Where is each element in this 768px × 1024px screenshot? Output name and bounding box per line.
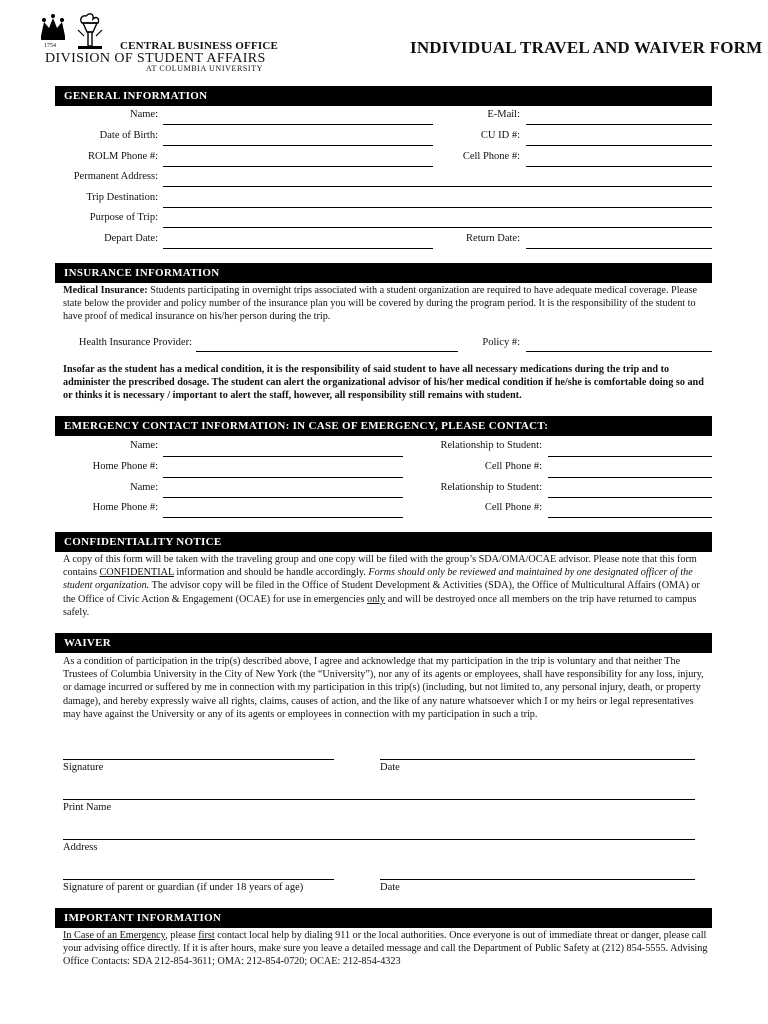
org-office: CENTRAL BUSINESS OFFICE xyxy=(120,40,279,52)
confidentiality-text: A copy of this form will be taken with the traveling group and one copy will be filed with the group’s SDA/OMA/OCAE advisor. Please note that this form contains CONFIDENTIAL information and should be handle accordingly. Forms should only be reviewed and maintained by one designated officer of the student organization. The advisor copy will be filed in the Office of Student Development & Activities (SDA), the Office of Multicultural Affairs (OMA) or the Office of Civic Action & Engagement (OCAE) for use in emergencies only and will be destroyed once all members on the trip have returned to campus safely. xyxy=(63,554,700,618)
name-label: Name: xyxy=(130,109,158,120)
cell-phone-label-2: Cell Phone #: xyxy=(484,502,542,513)
section-important-heading: IMPORTANT INFORMATION xyxy=(55,908,712,928)
signature-address-field[interactable] xyxy=(63,839,695,840)
home-phone-field-1[interactable] xyxy=(163,477,403,478)
date-label: Date xyxy=(380,762,400,773)
guardian-date-label: Date xyxy=(380,882,400,893)
section-emergency-heading: EMERGENCY CONTACT INFORMATION: IN CASE OF EMERGENCY, PLEASE CONTACT: xyxy=(55,416,712,436)
columbia-crown-torch-logo xyxy=(38,10,116,56)
guardian-date-field[interactable] xyxy=(380,879,695,880)
medical-insurance-text: Medical Insurance: Students participating in overnight trips associated with a student organization are required to have adequate medical coverage. Please state below the provider and policy number of the insurance plan you will be covered by during the program period. It is the responsibility of the student to have proof of medical insurance on his/her person during the trip. xyxy=(63,285,698,323)
relationship-label-2: Relationship to Student: xyxy=(440,482,542,493)
home-phone-field-2[interactable] xyxy=(163,517,403,518)
org-university: AT COLUMBIA UNIVERSITY xyxy=(146,64,264,73)
section-general-heading: GENERAL INFORMATION xyxy=(55,86,712,106)
medical-insurance-label: Medical Insurance: xyxy=(63,285,148,296)
provider-label: Health Insurance Provider: xyxy=(78,337,192,348)
emergency-name-label-1: Name: xyxy=(130,440,158,451)
provider-field[interactable] xyxy=(196,351,458,352)
section-confidentiality-heading: CONFIDENTIALITY NOTICE xyxy=(55,532,712,552)
address-label: Permanent Address: xyxy=(73,171,158,182)
dob-label: Date of Birth: xyxy=(99,130,158,141)
purpose-label: Purpose of Trip: xyxy=(89,212,158,223)
cell-phone-field-1[interactable] xyxy=(548,477,712,478)
date-field[interactable] xyxy=(380,759,695,760)
relationship-label-1: Relationship to Student: xyxy=(440,440,542,451)
relationship-field-1[interactable] xyxy=(548,456,712,457)
important-text: In Case of an Emergency, please first contact local help by dialing 911 or the local authorities. Once everyone is out of immediate threat or danger, please call your advising office directly. If it is after hours, make sure you leave a detailed message and call the Department of Public Safety at (212) 854-5555. Advising Office Contacts: SDA 212-854-3611; OMA: 212-854-0720; OCAE: 212-854-4323 xyxy=(63,930,708,968)
email-label: E-Mail: xyxy=(487,109,520,120)
print-name-field[interactable] xyxy=(63,799,695,800)
emergency-name-label-2: Name: xyxy=(130,482,158,493)
purpose-field[interactable] xyxy=(163,227,712,228)
address-field[interactable] xyxy=(163,186,712,187)
policy-field[interactable] xyxy=(526,351,712,352)
medical-condition-text: Insofar as the student has a medical condition, it is the responsibility of said student to have all necessary medications during the trip and to administer the prescribed dosage. The student can alert the organizational advisor of his/her medical condition if he/she is comfortable doing so and or thinks it is necessary / important to alert the staff, however, all responsibility still remains with student. xyxy=(63,364,704,402)
name-field[interactable] xyxy=(163,124,433,125)
destination-field[interactable] xyxy=(163,207,712,208)
cell-label: Cell Phone #: xyxy=(462,151,520,162)
form-title: INDIVIDUAL TRAVEL AND WAIVER FORM xyxy=(410,38,763,57)
waiver-text: As a condition of participation in the trip(s) described above, I agree and acknowledge that my participation in the trip is voluntary and that neither The Trustees of Columbia University in the City of New York (the “University”), nor any of its agents or employees, shall have responsibility for any loss, injury, or damage incurred or suffered by me in connection with my participation in this trip(s) (including, but not limited to, any personal injury, death, or property damage), and hereby expressly waive all rights, claims, causes of action, and the like of any nature whatsoever which I or my heirs or legal representatives may have against the University or any of its agents or employees in connection with my participation in such a trip. xyxy=(63,656,704,720)
cell-phone-field-2[interactable] xyxy=(548,517,712,518)
logo-year: 1754 xyxy=(44,43,56,49)
home-phone-label-1: Home Phone #: xyxy=(92,461,158,472)
guardian-signature-field[interactable] xyxy=(63,879,334,880)
cuid-field[interactable] xyxy=(526,145,712,146)
dob-field[interactable] xyxy=(163,145,433,146)
cell-phone-label-1: Cell Phone #: xyxy=(484,461,542,472)
emergency-name-field-2[interactable] xyxy=(163,497,403,498)
depart-field[interactable] xyxy=(163,248,433,249)
section-insurance-heading: INSURANCE INFORMATION xyxy=(55,263,712,283)
destination-label: Trip Destination: xyxy=(86,192,158,203)
rolm-field[interactable] xyxy=(163,166,433,167)
emergency-name-field-1[interactable] xyxy=(163,456,403,457)
signature-label: Signature xyxy=(63,762,104,773)
home-phone-label-2: Home Phone #: xyxy=(92,502,158,513)
email-field[interactable] xyxy=(526,124,712,125)
cuid-label: CU ID #: xyxy=(480,130,520,141)
return-field[interactable] xyxy=(526,248,712,249)
policy-label: Policy #: xyxy=(482,337,520,348)
signature-address-label: Address xyxy=(63,842,98,853)
return-label: Return Date: xyxy=(466,233,520,244)
signature-field[interactable] xyxy=(63,759,334,760)
depart-label: Depart Date: xyxy=(104,233,158,244)
rolm-label: ROLM Phone #: xyxy=(87,151,158,162)
section-waiver-heading: WAIVER xyxy=(55,633,712,653)
relationship-field-2[interactable] xyxy=(548,497,712,498)
print-name-label: Print Name xyxy=(63,802,112,813)
org-division: DIVISION OF STUDENT AFFAIRS xyxy=(45,51,266,66)
guardian-signature-label: Signature of parent or guardian (if under 18 years of age) xyxy=(63,882,304,893)
cell-field[interactable] xyxy=(526,166,712,167)
